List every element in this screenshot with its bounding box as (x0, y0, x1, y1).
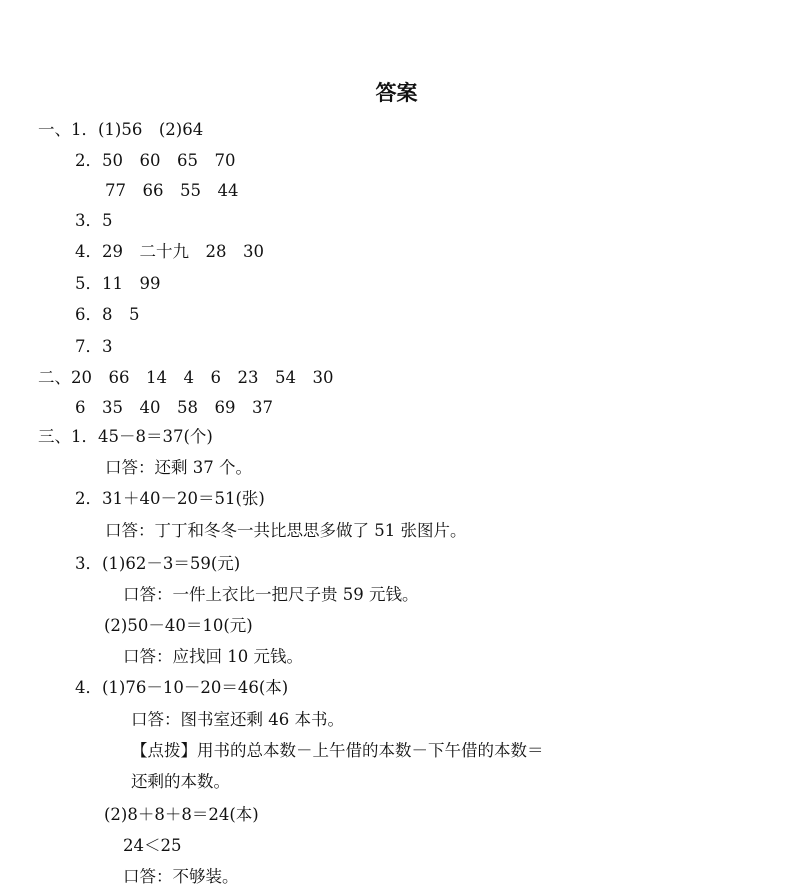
answer-line: 二、20 66 14 4 6 23 54 30 (38, 368, 334, 387)
answer-line: 口答：丁丁和冬冬一共比思思多做了 51 张图片。 (105, 521, 467, 540)
answer-line: 口答：图书室还剩 46 本书。 (131, 710, 344, 729)
hint-line: 还剩的本数。 (131, 772, 230, 791)
answer-line: 口答：不够装。 (123, 867, 239, 886)
answer-line: 6．8 5 (75, 305, 140, 324)
answer-line: 三、1．45－8＝37(个) (38, 427, 213, 446)
answer-line: (2)50－40＝10(元) (104, 616, 253, 635)
answer-line: 24＜25 (123, 836, 182, 855)
answer-line: 4．(1)76－10－20＝46(本) (75, 678, 289, 697)
page-title: 答案 (375, 81, 418, 105)
answer-line: 一、1．(1)56 (2)64 (38, 120, 204, 139)
answer-line: 5．11 99 (75, 274, 161, 293)
answer-line: 口答：还剩 37 个。 (105, 458, 252, 477)
answer-line: (2)8＋8＋8＝24(本) (104, 805, 259, 824)
answer-line: 2．50 60 65 70 (75, 151, 236, 170)
answer-line: 77 66 55 44 (105, 181, 239, 200)
answer-line: 3．5 (75, 211, 113, 230)
answer-line: 4．29 二十九 28 30 (75, 242, 264, 261)
answer-line: 7．3 (75, 337, 113, 356)
answer-line: 口答：应找回 10 元钱。 (123, 647, 303, 666)
answer-line: 2．31＋40－20＝51(张) (75, 489, 265, 508)
answer-line: 6 35 40 58 69 37 (75, 398, 273, 417)
answer-line: 3．(1)62－3＝59(元) (75, 554, 241, 573)
hint-line: 【点拨】用书的总本数－上午借的本数－下午借的本数＝ (131, 741, 544, 760)
answer-line: 口答：一件上衣比一把尺子贵 59 元钱。 (123, 585, 419, 604)
